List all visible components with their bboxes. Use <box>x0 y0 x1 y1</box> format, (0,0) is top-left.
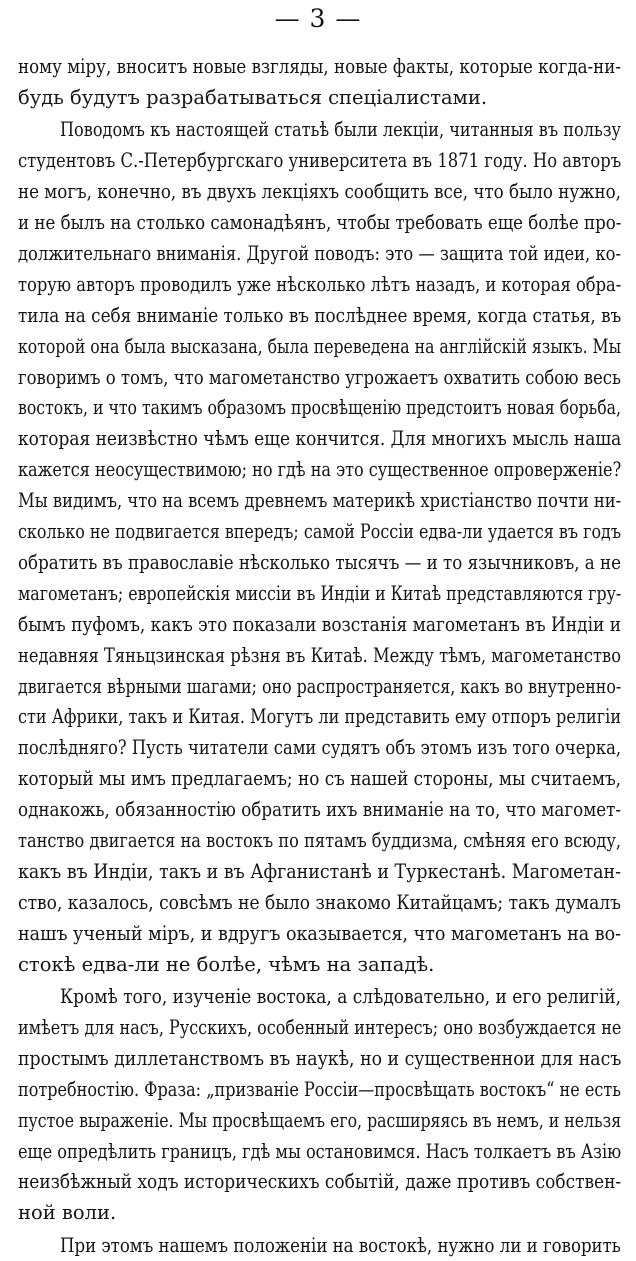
text-line: сколько не подвигается впередъ; самой Россіи едва-ли удается въ годъ <box>18 520 622 543</box>
text-line: востокъ, и что такимъ образомъ просвѣщенію предстоитъ новая борьба, <box>18 396 622 419</box>
text-line: недавняя Тяньцзинская рѣзня въ Китаѣ. Между тѣмъ, магометанство <box>18 644 622 667</box>
text-line: При этомъ нашемъ положеніи на востокѣ, нужно ли и говорить <box>60 1234 621 1257</box>
text-line: потребностію. Фраза: „призваніе Россіи—просвѣщать востокъ“ не есть <box>18 1078 621 1101</box>
text-line: еще опредѣлить границъ, гдѣ мы остановимся. Насъ толкаетъ въ Азію <box>18 1140 622 1163</box>
page-number: — 3 — <box>274 4 362 33</box>
text-line: Мы видимъ, что на всемъ древнемъ материкѣ христіанство почти ни- <box>18 489 622 512</box>
text-line: который мы имъ предлагаемъ; но съ нашей стороны, мы считаемъ, <box>18 767 622 790</box>
text-line: бымъ пуфомъ, какъ это показали возстанія магометанъ въ Индіи и <box>18 613 622 636</box>
text-line: нашъ ученый міръ, и вдругъ оказывается, что магометанъ на во- <box>18 922 622 945</box>
text-line: которая неизвѣстно чѣмъ еще кончится. Для многихъ мысль наша <box>18 427 622 450</box>
text-line: неизбѣжный ходъ историческихъ событій, даже противъ собствен- <box>18 1170 622 1193</box>
text-line: какъ въ Индіи, такъ и въ Афганистанѣ и Туркестанѣ. Магометан- <box>18 860 621 883</box>
text-line: ной воли. <box>18 1201 117 1224</box>
text-line: пустое выраженіе. Мы просвѣщаемъ его, расширяясь въ немъ, и нельзя <box>18 1109 622 1132</box>
text-line: магометанъ; европейскія миссіи въ Индіи и Китаѣ представляются гру- <box>18 582 622 605</box>
text-line: имѣетъ для насъ, Русскихъ, особенный интересъ; оно возбуждается не <box>18 1016 622 1039</box>
text-line: сти Африки, такъ и Китая. Могутъ ли представить ему отпоръ религіи <box>18 705 622 728</box>
text-line: и не былъ на столько самонадѣянъ, чтобы требовать еще болѣе про- <box>18 211 622 234</box>
text-line: однакожь, обязанностію обратить ихъ вниманіе на то, что магомет- <box>18 798 622 821</box>
text-line: двигается вѣрными шагами; оно распространяется, какъ во внутренно- <box>18 675 622 698</box>
text-line: Поводомъ къ настоящей статьѣ были лекціи, читанныя въ пользу <box>60 118 621 141</box>
text-line: стокѣ едва-ли не болѣе, чѣмъ на западѣ. <box>18 953 435 976</box>
text-line: которой она была высказана, была переведена на англійскій языкъ. Мы <box>18 335 622 358</box>
text-line: танство двигается на востокъ по пятамъ буддизма, смѣняя его всюду, <box>18 829 622 852</box>
text-line: простымъ диллетанствомъ въ наукѣ, но и существеннои для насъ <box>18 1047 622 1070</box>
text-line: обратить въ православіе нѣсколько тысячъ — и то язычниковъ, а не <box>18 551 622 574</box>
text-line: ному міру, вноситъ новые взгляды, новые факты, которые когда-ни- <box>18 55 621 78</box>
text-line: торую авторъ проводилъ уже нѣсколько лѣтъ назадъ, и которая обра- <box>18 273 622 296</box>
text-line: кажется неосуществимою; но гдѣ на это существенное опроверженіе? <box>18 458 622 481</box>
text-line: послѣдняго? Пусть читатели сами судятъ объ этомъ изъ того очерка, <box>18 736 622 759</box>
text-line: должительнаго вниманія. Другой поводъ: это — защита той идеи, ко- <box>18 242 621 265</box>
text-line: Кромѣ того, изученіе востока, а слѣдовательно, и его религій, <box>60 985 621 1008</box>
text-line: ство, казалось, совсѣмъ не было знакомо Китайцамъ; такъ думалъ <box>18 891 622 914</box>
text-line: говоримъ о томъ, что магометанство угрожаетъ охватить собою весь <box>18 366 621 389</box>
text-line: студентовъ С.-Петербургскаго университета въ 1871 году. Но авторъ <box>18 149 622 172</box>
text-line: тила на себя вниманіе только въ послѣднее время, когда статья, въ <box>18 304 622 327</box>
text-line: будь будутъ разрабатываться спеціалистами. <box>18 86 488 109</box>
text-line: не могъ, конечно, въ двухъ лекціяхъ сообщить все, что было нужно, <box>18 180 621 203</box>
